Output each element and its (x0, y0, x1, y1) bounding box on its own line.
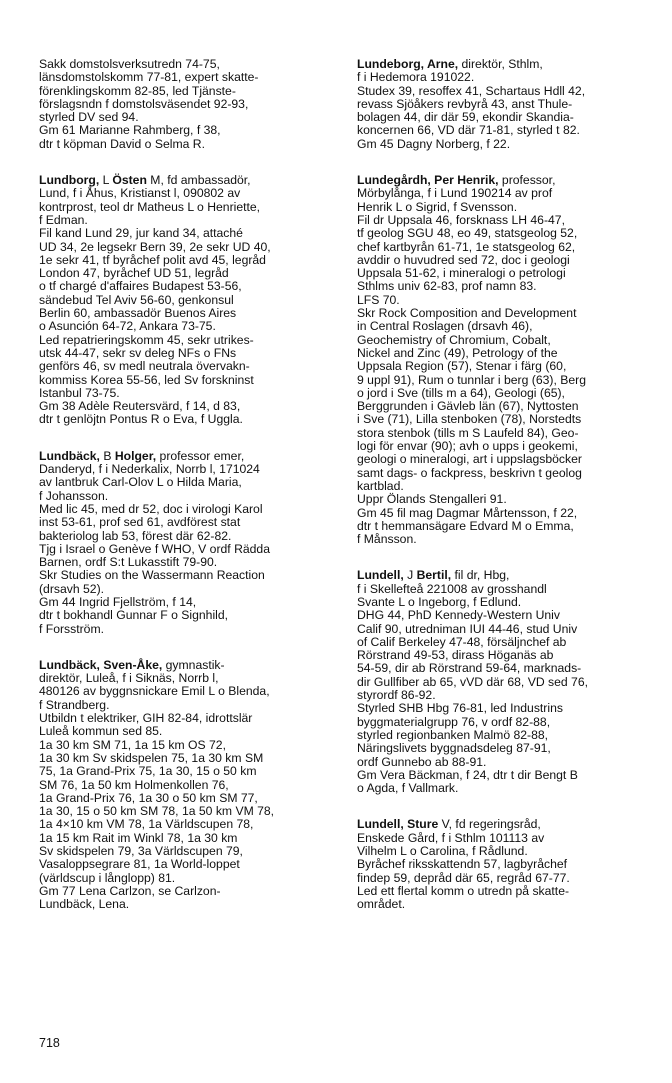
entry-text-line (39, 400, 329, 413)
entry-text: 1e sekr 41, tf byråchef polit avd 45, legråd (39, 252, 266, 267)
entry-text-line (39, 334, 329, 347)
entry-text: V, fd regeringsråd, (438, 817, 541, 832)
entry-text-line (39, 725, 329, 738)
entry-text: revass Sjöåkers revbyrå 43, anst Thule- (357, 96, 573, 111)
entry-text: (drsavh 52). (39, 581, 105, 596)
entry-text: fil dr, Hbg, (451, 568, 510, 583)
entry-text: Fil kand Lund 29, jur kand 34, attaché (39, 226, 243, 241)
entry-name: Bertil, (416, 568, 452, 583)
entry-text: sändebud Tel Aviv 56-60, genkonsul (39, 292, 234, 307)
entry-text: M, fd ambassadör, (146, 173, 251, 188)
entry-text: 75, 1a Grand-Prix 75, 1a 30, 15 o 50 km (39, 764, 257, 779)
entry-text: B (99, 448, 115, 463)
entry-text: Enskede Gård, f i Sthlm 101113 av (357, 830, 545, 845)
entry-text-line (39, 320, 329, 333)
entry-text: Uppsala Region (57), Stenar i färg (60, (357, 359, 567, 374)
entry-text-line (357, 769, 649, 782)
entry-text: Sthlms univ 62-83, prof namn 83. (357, 279, 537, 294)
entry-text: Nickel and Zinc (49), Petrology of the (357, 345, 558, 360)
entry-text-line (357, 689, 649, 702)
entry-text-line (39, 476, 329, 489)
entry-text-line (357, 885, 649, 898)
entry-text-line (39, 583, 329, 596)
entry-text-line (39, 712, 329, 725)
entry-text-line (39, 805, 329, 818)
entry-text: 480126 av byggnsnickare Emil L o Blenda, (39, 684, 270, 699)
entry-text-line (39, 623, 329, 636)
entry-text: DHG 44, PhD Kennedy-Western Univ (357, 608, 560, 623)
entry-text: Vasaloppsegrare 81, 1a World-loppet (39, 857, 240, 872)
entry-text: Skr Studies on the Wassermann Reaction (39, 568, 265, 583)
entry-text: dir Gullfiber ab 65, vVD där 68, VD sed 76, (357, 674, 589, 689)
entry-text-line (357, 583, 649, 596)
entry-text: dtr t genlöjtn Pontus R o Eva, f Uggla. (39, 412, 243, 427)
entry-heading-line (357, 58, 649, 71)
entry-text: Danderyd, f i Nederkalix, Norrb l, 171024 (39, 462, 260, 477)
entry-text-line (357, 347, 649, 360)
entry-text: styrordf 86-92. (357, 688, 436, 703)
entry-text-line (357, 413, 649, 426)
entry-text-line (357, 400, 649, 413)
entry-text: Byråchef riksskattendn 57, lagbyråchef (357, 857, 568, 872)
entry-text: 1a 30, 15 o 50 km SM 78, 1a 50 km VM 78, (39, 804, 275, 819)
entry-text: Uppsala 51-62, i mineralogi o petrologi (357, 266, 566, 281)
entry-text: byggmaterialgrupp 76, v ordf 82-88, (357, 714, 551, 729)
entry-text-line (357, 187, 649, 200)
entry-text: i Sve (71), Lilla stenboken (78), Norstedts (357, 412, 582, 427)
entry-name: Lundborg, (39, 173, 100, 188)
entry-text-line (357, 427, 649, 440)
entry-text: gymnastik- (162, 657, 225, 672)
entry-text: Mörbylånga, f i Lund 190214 av prof (357, 186, 553, 201)
entry-text: Gm 45 Dagny Norberg, f 22. (357, 136, 511, 151)
entry-text: (världscup i långlopp) 81. (39, 870, 176, 885)
entry-heading-line (39, 450, 329, 463)
biography-entry (39, 58, 329, 151)
entry-text-line (39, 241, 329, 254)
entry-text-line (39, 280, 329, 293)
entry-text-line (39, 413, 329, 426)
entry-text: Skr Rock Composition and Development (357, 306, 577, 321)
entry-text: genförs 46, sv medl neutrala övervakn- (39, 359, 250, 374)
entry-text-line (39, 699, 329, 712)
entry-text: länsdomstolskomm 77-81, expert skatte- (39, 70, 259, 85)
entry-text-line (357, 267, 649, 280)
entry-text: Sv skidspelen 79, 3a Världscupen 79, (39, 844, 243, 859)
entry-text: Gm 45 fil mag Dagmar Mårtensson, f 22, (357, 505, 578, 520)
entry-text: f Johansson. (39, 488, 109, 503)
entry-text-line (357, 307, 649, 320)
entry-text: Led repatrieringskomm 45, sekr utrikes- (39, 332, 254, 347)
entry-heading-line (39, 659, 329, 672)
entry-text: findep 59, depråd där 65, regråd 67-77. (357, 870, 570, 885)
entry-text: J (403, 568, 417, 583)
entry-text: dtr t hemmansägare Edvard M o Emma, (357, 518, 574, 533)
entry-name: Lundell, (357, 568, 404, 583)
entry-text-line (39, 752, 329, 765)
entry-text: bakteriolog lab 53, förest där 62-82. (39, 528, 232, 543)
entry-text: Fil dr Uppsala 46, forsknass LH 46-47, (357, 212, 565, 227)
entry-text-line (357, 374, 649, 387)
entry-text: Rörstrand 49-53, dirass Höganäs ab (357, 648, 554, 663)
entry-text: o Asunción 64-72, Ankara 73-75. (39, 319, 216, 334)
entry-text: dtr t köpman David o Selma R. (39, 136, 205, 151)
entry-text: UD 34, 2e legsekr Bern 39, 2e sekr UD 40, (39, 239, 271, 254)
entry-text-line (357, 756, 649, 769)
entry-text-line (357, 702, 649, 715)
entry-text-line (357, 858, 649, 871)
page-number: 718 (39, 1036, 60, 1050)
entry-text-line (357, 98, 649, 111)
entry-text-line (357, 520, 649, 533)
entry-text-line (39, 765, 329, 778)
entry-text-line (357, 85, 649, 98)
entry-text-line (39, 685, 329, 698)
entry-text-line (357, 214, 649, 227)
entry-text-line (39, 885, 329, 898)
entry-text-line (39, 111, 329, 124)
entry-text-line (357, 493, 649, 506)
entry-text: området. (357, 897, 406, 912)
entry-text: Gm Vera Bäckman, f 24, dtr t dir Bengt B (357, 767, 578, 782)
entry-text-line (39, 609, 329, 622)
entry-text: f Månsson. (357, 532, 417, 547)
entry-text: LFS 70. (357, 292, 400, 307)
entry-text-line (357, 898, 649, 911)
entry-text: Led ett flertal komm o utredn på skatte- (357, 883, 570, 898)
biography-entry (39, 659, 329, 912)
entry-text-line (357, 662, 649, 675)
entry-text: Istanbul 73-75. (39, 385, 120, 400)
entry-text-line (39, 227, 329, 240)
left-column (39, 58, 329, 935)
entry-text-line (357, 729, 649, 742)
entry-text: f i Hedemora 191022. (357, 70, 475, 85)
entry-text: ordf Gunnebo ab 88-91. (357, 754, 487, 769)
entry-text-line (357, 782, 649, 795)
entry-text: inst 53-61, prof sed 61, avdförest stat (39, 515, 241, 530)
entry-text: 1a 30 km SM 71, 1a 15 km OS 72, (39, 737, 226, 752)
entry-text: of Calif Berkeley 47-48, försäljnchef ab (357, 634, 567, 649)
entry-text: styrled regionbanken Malmö 82-88, (357, 727, 549, 742)
entry-text: in Central Roslagen (drsavh 46), (357, 319, 533, 334)
entry-text-line (357, 742, 649, 755)
biography-entry (39, 174, 329, 427)
entry-text-line (357, 387, 649, 400)
entry-text: geologi o mineralogi, art i uppslagsböcker (357, 452, 582, 467)
entry-text: logi för envar (90); avh o upps i geokemi, (357, 439, 578, 454)
entry-text-line (39, 294, 329, 307)
entry-text-line (39, 530, 329, 543)
entry-text: 1a 30 km Sv skidspelen 75, 1a 30 km SM (39, 750, 264, 765)
entry-text-line (39, 739, 329, 752)
entry-text-line (357, 507, 649, 520)
entry-text-line (357, 623, 649, 636)
entry-text: direktör, Luleå, f i Siknäs, Norrb l, (39, 671, 219, 686)
entry-text: förenklingskomm 82-85, led Tjänste- (39, 83, 236, 98)
entry-text: Berggrunden i Gävleb län (67), Nyttosten (357, 399, 579, 414)
entry-text: Gm 77 Lena Carlzon, se Carlzon- (39, 883, 221, 898)
entry-text: Tjg i Israel o Genève f WHO, V ordf Rädda (39, 541, 270, 556)
entry-text: professor, (498, 173, 556, 188)
entry-text-line (39, 832, 329, 845)
entry-text: utsk 44-47, sekr sv deleg NFs o FNs (39, 345, 237, 360)
entry-text-line (357, 636, 649, 649)
entry-text-line (357, 360, 649, 373)
entry-text-line (357, 609, 649, 622)
entry-text: kartblad. (357, 478, 404, 493)
entry-text-line (39, 672, 329, 685)
entry-text-line (357, 334, 649, 347)
entry-text: f Edman. (39, 212, 88, 227)
entry-text-line (39, 98, 329, 111)
entry-text-line (39, 792, 329, 805)
entry-text-line (357, 676, 649, 689)
entry-text: Sakk domstolsverksutredn 74-75, (39, 57, 220, 71)
entry-text: Med lic 45, med dr 52, doc i virologi Karol (39, 501, 263, 516)
entry-name: Lundbäck, (39, 448, 100, 463)
entry-text: Gm 44 Ingrid Fjellström, f 14, (39, 594, 197, 609)
entry-text: avddir o huvudred sed 72, doc i geologi (357, 252, 570, 267)
entry-name: Östen (112, 173, 147, 188)
biography-entry (357, 569, 649, 795)
entry-text-line (39, 307, 329, 320)
entry-text: tf geolog SGU 48, eo 49, statsgeolog 52, (357, 226, 578, 241)
entry-text-line (39, 71, 329, 84)
entry-text: L (99, 173, 113, 188)
entry-text-line (39, 463, 329, 476)
entry-text: 1a 15 km Rait im Winkl 78, 1a 30 km (39, 830, 238, 845)
entry-text-line (357, 872, 649, 885)
entry-text: Svante L o Ingeborg, f Edlund. (357, 594, 522, 609)
entry-heading-line (39, 58, 329, 71)
entry-text: av lantbruk Carl-Olov L o Hilda Maria, (39, 475, 242, 490)
entry-text-line (357, 440, 649, 453)
entry-text-line (357, 124, 649, 137)
entry-text-line (357, 533, 649, 546)
entry-text: Styrled SHB Hbg 76-81, led Industrins (357, 701, 563, 716)
entry-text: Calif 90, utredniman IUI 44-46, stud Univ (357, 621, 578, 636)
entry-text: Geochemistry of Chromium, Cobalt, (357, 332, 551, 347)
entry-text-line (357, 480, 649, 493)
entry-text: kommiss Korea 55-56, led Sv forskninst (39, 372, 254, 387)
entry-text-line (357, 320, 649, 333)
entry-text-line (357, 254, 649, 267)
entry-text-line (39, 779, 329, 792)
entry-text-line (357, 716, 649, 729)
entry-text: Berlin 60, ambassadör Buenos Aires (39, 306, 237, 321)
entry-name: Holger, (114, 448, 157, 463)
entry-text-line (357, 649, 649, 662)
entry-text: direktör, Sthlm, (458, 57, 543, 71)
entry-text: Gm 38 Adèle Reutersvärd, f 14, d 83, (39, 399, 241, 414)
entry-text: Lundbäck, Lena. (39, 897, 130, 912)
right-column (357, 58, 649, 935)
entry-text-line (39, 898, 329, 911)
entry-text: 54-59, dir ab Rörstrand 59-64, marknads- (357, 661, 582, 676)
entry-heading-line (357, 569, 649, 582)
biography-entry (357, 58, 649, 151)
entry-text: Barnen, ordf S:t Lukasstift 79-90. (39, 555, 218, 570)
entry-name: Lundeborg, Arne, (357, 57, 459, 71)
entry-text-line (39, 858, 329, 871)
entry-text-line (39, 254, 329, 267)
entry-text-line (357, 467, 649, 480)
entry-heading-line (357, 818, 649, 831)
entry-text-line (39, 503, 329, 516)
entry-text-line (357, 280, 649, 293)
entry-text: o jord i Sve (tills m a 64), Geologi (65), (357, 385, 565, 400)
entry-text: Uppr Ölands Stengalleri 91. (357, 492, 507, 507)
entry-text: Näringslivets byggnadsdeleg 87-91, (357, 741, 551, 756)
biography-entry (357, 174, 649, 546)
entry-text-line (39, 569, 329, 582)
entry-name: Lundegårdh, Per Henrik, (357, 173, 499, 188)
entry-text-line (39, 818, 329, 831)
entry-text: kontrprost, teol dr Matheus L o Henriette, (39, 199, 261, 214)
entry-text-line (357, 845, 649, 858)
entry-text-line (39, 267, 329, 280)
entry-name: Lundbäck, Sven-Åke, (39, 657, 163, 672)
entry-text-line (39, 556, 329, 569)
entry-text: samt dags- o fackpress, beskrivn t geolog (357, 465, 582, 480)
biography-entry (39, 450, 329, 636)
biography-entry (357, 818, 649, 911)
entry-text: styrled DV sed 94. (39, 110, 139, 125)
entry-text-line (39, 360, 329, 373)
entry-text: chef kartbyrån 61-71, 1e statsgeolog 62, (357, 239, 576, 254)
entry-text-line (357, 111, 649, 124)
entry-text-line (357, 241, 649, 254)
entry-text-line (39, 490, 329, 503)
entry-text: bolagen 44, dir där 59, ekondir Skandia- (357, 110, 574, 125)
entry-text: f i Skellefteå 221008 av grosshandl (357, 581, 547, 596)
entry-text-line (357, 138, 649, 151)
entry-text-line (39, 374, 329, 387)
entry-text-line (357, 71, 649, 84)
entry-text: o tf chargé d'affaires Budapest 53-56, (39, 279, 242, 294)
entry-text-line (39, 85, 329, 98)
entry-text: Gm 61 Marianne Rahmberg, f 38, (39, 123, 221, 138)
entry-text-line (39, 387, 329, 400)
entry-text: koncernen 66, VD där 71-81, styrled t 82. (357, 123, 580, 138)
entry-text-line (357, 201, 649, 214)
entry-text-line (39, 124, 329, 137)
entry-text-line (357, 227, 649, 240)
entry-text-line (39, 516, 329, 529)
entry-text: professor emer, (156, 448, 245, 463)
entry-text: förslagsndn f domstolsväsendet 92-93, (39, 96, 249, 111)
entry-text: f Strandberg. (39, 697, 110, 712)
entry-heading-line (357, 174, 649, 187)
entry-text-line (39, 845, 329, 858)
entry-text-line (39, 187, 329, 200)
entry-text-line (39, 596, 329, 609)
entry-text: Henrik L o Sigrid, f Svensson. (357, 199, 518, 214)
entry-text-line (39, 543, 329, 556)
entry-text: o Agda, f Vallmark. (357, 781, 459, 796)
entry-text: Vilhelm L o Carolina, f Rådlund. (357, 844, 528, 859)
entry-text: Lund, f i Åhus, Kristianst l, 090802 av (39, 186, 241, 201)
entry-text-line (39, 347, 329, 360)
entry-text-line (39, 138, 329, 151)
entry-text: stora stenbok (tills m S Laufeld 84), Geo- (357, 425, 579, 440)
entry-text: Studex 39, resoffex 41, Schartaus Hdll 42, (357, 83, 586, 98)
entry-text: Utbildn t elektriker, GIH 82-84, idrottslär (39, 711, 253, 726)
entry-name: Lundell, Sture (357, 817, 439, 832)
entry-text: London 47, byråchef UD 51, legråd (39, 266, 229, 281)
entry-text-line (357, 294, 649, 307)
entry-text-line (39, 872, 329, 885)
entry-text: f Forsström. (39, 621, 105, 636)
entry-text-line (357, 832, 649, 845)
entry-text: Luleå kommun sed 85. (39, 724, 163, 739)
entry-text-line (357, 596, 649, 609)
entry-text: dtr t bokhandl Gunnar F o Signhild, (39, 608, 229, 623)
entry-text-line (39, 201, 329, 214)
entry-text-line (39, 214, 329, 227)
entry-text: SM 76, 1a 50 km Holmenkollen 76, (39, 777, 229, 792)
entry-text: 9 uppl 91), Rum o tunnlar i berg (63), Berg (357, 372, 586, 387)
entry-text: 1a Grand-Prix 76, 1a 30 o 50 km SM 77, (39, 790, 258, 805)
entry-text: 1a 4×10 km VM 78, 1a Världscupen 78, (39, 817, 254, 832)
entry-text-line (357, 453, 649, 466)
